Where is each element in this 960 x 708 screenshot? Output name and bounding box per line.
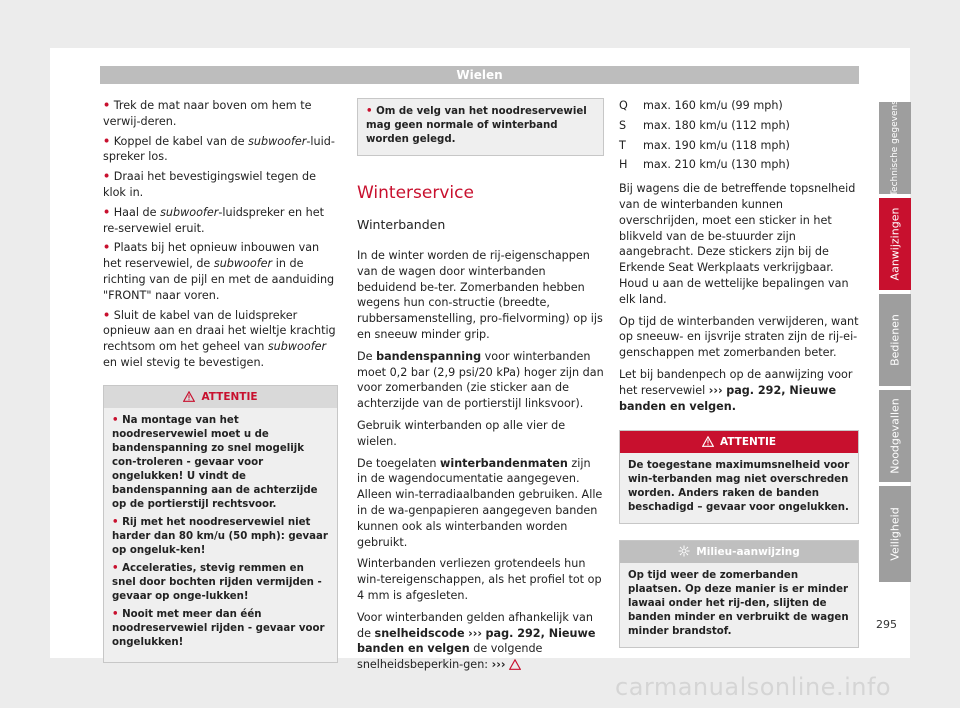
speed-row: H max. 210 km/u (130 mph) [619,158,790,172]
page-header: Wielen [100,66,859,84]
warning-box [619,430,859,524]
section-title: Winterservice [357,183,474,203]
paragraph: Bij wagens die de betreffende topsnelheid van de winterbanden kunnen overschrijden, moet een sticker in het blikveld van de be-stuurder zijn aangebracht. Deze stickers zijn bij de Erkende Seat Werkplaats verkrijgbaar. Houd u aan de wettelijke bepalingen van elk land. [619,182,856,306]
paragraph: Let bij bandenpech op de aanwijzing voor het reservewiel ››› pag. 292, Nieuwe banden en velgen. [619,367,853,413]
page-number: 295 [876,618,897,631]
warning-body [104,408,337,662]
warning-triangle-icon [183,391,195,402]
column-left [103,98,338,663]
environment-note-body: Op tijd weer de zomerbanden plaatsen. Op deze manier is er minder lawaai onder het rij-den, slijten de banden minder en verbruikt de wagen minder brandstof. [620,563,858,647]
bullet-icon: • [103,99,111,112]
list-item: • Nooit met meer dan één noodreservewiel rijden - gevaar voor ongelukken! [112,608,325,648]
warning-header: ATTENTIE [620,431,858,453]
bullet-icon: • [103,205,111,219]
list-item: • Haal de subwoofer-luidspreker en het re-servewiel eruit. [103,205,324,235]
speed-row: Q max. 160 km/u (99 mph) [619,99,783,112]
cross-reference-link[interactable]: pag. 292, Nieuwe banden en velgen [357,626,596,656]
section-subtitle: Winterbanden [357,217,446,232]
warning-body: De toegestane maximumsnelheid voor win-terbanden mag niet overschreden worden. Anders raken de banden beschadigd – gevaar voor ongelukken. [620,453,858,523]
paragraph: Op tijd de winterbanden verwijderen, want op sneeuw- en ijsvrije straten zijn de rij-ei-genschappen met zomerbanden beter. [619,314,859,360]
link-arrow-icon: ››› [468,626,482,640]
column-right [619,98,859,648]
tab-technische-gegevens[interactable]: Technische gegevens [879,102,911,194]
watermark: carmanualsonline.info [615,673,892,701]
warning-box [103,385,338,663]
tab-aanwijzingen[interactable]: Aanwijzingen [879,198,911,290]
paragraph: Winterbanden verliezen grotendeels hun win-tereigenschappen, als het profiel tot op 4 mm is afgesleten. [357,557,602,602]
list-item: • Plaats bij het opnieuw inbouwen van het reservewiel, de subwoofer in de richting van de pijl en met de aanduiding "FRONT" naar voren. [103,241,335,302]
column-middle [357,98,604,679]
environment-note-box [619,540,859,648]
list-item: • Na montage van het noodreservewiel moet u de bandenspanning zo snel mogelijk con-troleren - gevaar voor ongelukken! U vindt de bandenspanning aan de achterzijde op de portierstijl rechtsvoor. [112,414,318,510]
speed-row: S max. 180 km/u (112 mph) [619,118,790,132]
link-arrow-icon: ››› [708,383,723,397]
paragraph: Gebruik winterbanden op alle vier de wielen. [357,418,566,448]
paragraph: De toegelaten winterbandenmaten zijn in de wagendocumentatie aangegeven. Alleen win-terradiaalbanden gebruiken. Alle in de wa-genpapieren aangegeven banden kunnen ook als winterbanden worden gebruikt. [357,456,603,549]
list-item: • Koppel de kabel van de subwoofer-luid-spreker los. [103,134,335,164]
list-item: • Trek de mat naar boven om hem te verwij-deren. [103,99,312,128]
paragraph: De bandenspanning voor winterbanden moet 0,2 bar (2,9 psi/20 kPa) hoger zijn dan voor zomerbanden (zie sticker aan de achterzijde van de portierstijl linksvoor). [357,349,604,411]
environment-note-header: Milieu-aanwijzing [620,541,858,563]
tab-veiligheid[interactable]: Veiligheid [879,486,911,582]
list-item: • Acceleraties, stevig remmen en snel door bochten rijden vermijden - gevaar op onge-lukken! [112,562,322,602]
bullet-icon: • [103,170,111,184]
tab-bedienen[interactable]: Bedienen [879,294,911,386]
bullet-icon: • [103,308,111,322]
link-arrow-icon: ››› [491,658,506,672]
list-item: • Draai het bevestigingswiel tegen de klok in. [103,170,316,199]
list-item: • Rij met het noodreservewiel niet harder dan 80 km/u (50 mph): gevaar op ongeluk-ken! [112,516,328,556]
list-item: • Sluit de kabel van de luidspreker opnieuw aan en draai het wieltje krachtig rechtsom om het geheel van subwoofer en wiel stevig te bevestigen. [103,308,336,369]
tab-noodgevallen[interactable]: Noodgevallen [879,390,911,482]
warning-triangle-icon [509,659,521,670]
warning-triangle-icon [702,436,714,447]
cross-reference-link[interactable]: pag. 292, Nieuwe banden en velgen [619,383,837,413]
bullet-icon: • [103,134,111,148]
speed-row: T max. 190 km/u (118 mph) [619,138,790,152]
bullet-icon: • [103,241,111,255]
paragraph: In de winter worden de rij-eigenschappen van de wagen door winterbanden beduidend be-ter. Zomerbanden hebben wegens hun con-structie (breedte, rubbersamenstelling, pro-fielvorming) op ijs en sneeuw minder grip. [357,249,603,341]
note-box: • Om de velg van het noodreservewiel mag geen normale of winterband worden gelegd. [357,98,604,156]
warning-header: ATTENTIE [104,386,337,408]
leaf-icon [678,545,690,557]
paragraph: Voor winterbanden gelden afhankelijk van de snelheidscode ››› pag. 292, Nieuwe banden en velgen de volgende snelheidsbeperkin-gen: ››› [357,610,596,672]
